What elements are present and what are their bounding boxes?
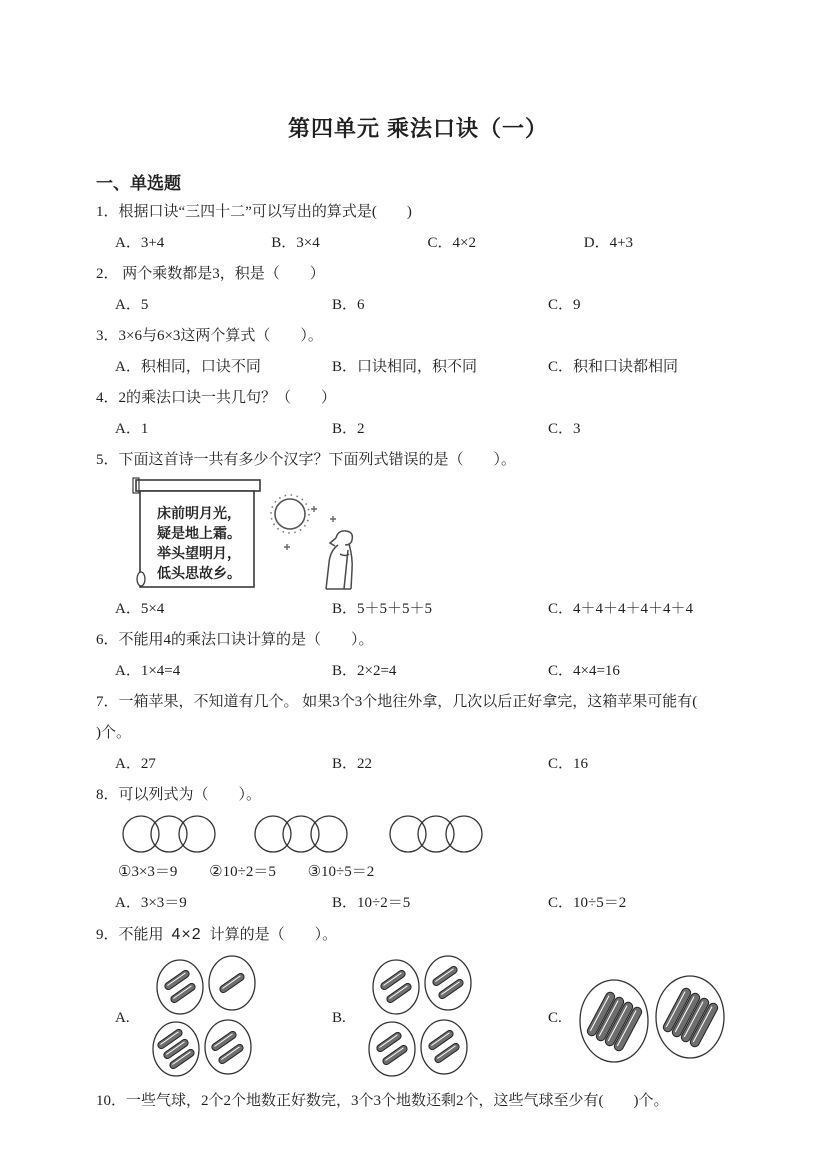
- question-8-options: [96, 888, 740, 919]
- option-a: A．3+4: [115, 235, 165, 251]
- option-b: B．3×4: [271, 235, 320, 251]
- worksheet-title: 第四单元 乘法口诀（一）: [287, 116, 549, 141]
- option-b: B．2×2=4: [332, 663, 397, 679]
- poem-line-2: 疑是地上霜。: [157, 527, 241, 542]
- option-c: C．16: [548, 756, 589, 772]
- poem-scroll-illustration: [120, 476, 370, 594]
- question-7-stem-line1: 7．一箱苹果，不知道有几个。 如果3个3个地往外拿，几次以后正好拿完，这箱苹果可能有(: [96, 694, 698, 710]
- option-c: C．4×2: [427, 235, 476, 251]
- question-7-options: [96, 749, 740, 780]
- figure-option-b: [332, 955, 548, 1083]
- option-c: C．积和口诀都相同: [548, 359, 679, 375]
- figure-option-c: [548, 969, 730, 1069]
- question-9-stem-suffix: 计算的是（ ）。: [209, 927, 338, 943]
- option-b: B．10÷2＝5: [332, 895, 411, 911]
- circle-group-1: [123, 816, 215, 852]
- question-8-equations: [96, 857, 740, 888]
- question-9-stem-prefix: 9．不能用: [96, 927, 164, 943]
- poem-illustration: [96, 476, 740, 594]
- question-9-stem: [96, 919, 740, 951]
- option-a: A．1×4=4: [115, 663, 181, 679]
- option-c: C．4×4=16: [548, 663, 620, 679]
- figure-label-b: B.: [332, 1010, 346, 1026]
- option-a: A．5×4: [115, 601, 165, 617]
- sticks: [586, 986, 719, 1052]
- section-heading: 一、单选题: [96, 174, 181, 193]
- option-c: C．3: [548, 421, 581, 437]
- question-1-stem: 1．根据口诀“三四十二”可以写出的算式是( ): [96, 204, 412, 220]
- option-b: B．6: [332, 297, 365, 313]
- question-5-stem: 5．下面这首诗一共有多少个汉字？下面列式错误的是（ ）。: [96, 452, 517, 468]
- question-4-options: [96, 414, 740, 445]
- option-c: C．4＋4＋4＋4＋4＋4: [548, 601, 694, 617]
- question-2-options: [96, 290, 740, 321]
- question-5-options: [96, 594, 740, 625]
- question-9-formula: 4×2: [171, 926, 202, 943]
- scroll-roller: [136, 480, 260, 491]
- poet-figure: [326, 531, 352, 589]
- option-c: C．10÷5＝2: [548, 895, 627, 911]
- question-10-stem: 10．一些气球，2个2个地数正好数完，3个3个地数还剩2个，这些气球至少有( )个。: [96, 1093, 669, 1109]
- figure-label-a: A.: [115, 1010, 130, 1026]
- option-a: A．27: [115, 756, 156, 772]
- sticks-figure-c: [568, 969, 730, 1069]
- option-b: B．2: [332, 421, 365, 437]
- equation-3: ③10÷5＝2: [307, 864, 375, 880]
- option-a: A．3×3＝9: [115, 895, 187, 911]
- option-a: A．5: [115, 297, 149, 313]
- question-3-stem: 3．3×6与6×3这两个算式（ ）。: [96, 328, 323, 344]
- option-c: C．9: [548, 297, 581, 313]
- question-8-stem: 8．可以列式为（ ）。: [96, 787, 262, 803]
- question-1-options: [96, 228, 740, 259]
- question-3-options: [96, 352, 740, 383]
- scroll-curl: [137, 572, 145, 586]
- equation-1: ①3×3＝9: [118, 864, 178, 880]
- circle-groups-diagram: [96, 811, 740, 857]
- option-a: A．积相同，口诀不同: [115, 359, 261, 375]
- circle-groups-figure: [96, 811, 740, 857]
- question-7-stem-line2: )个。: [96, 725, 131, 741]
- poem-line-3: 举头望明月，: [157, 547, 241, 562]
- figure-option-a: [115, 955, 332, 1083]
- option-a: A．1: [115, 421, 149, 437]
- circle-group-2: [255, 816, 347, 852]
- sticks: [375, 965, 464, 1066]
- poem-line-4: 低头思故乡。: [157, 567, 241, 582]
- option-b: B．口诀相同，积不同: [332, 359, 478, 375]
- question-6-stem: 6．不能用4的乘法口诀计算的是（ ）。: [96, 632, 374, 648]
- circle-group-3: [390, 816, 482, 852]
- option-b: B．5＋5＋5＋5: [332, 601, 433, 617]
- option-b: B．22: [332, 756, 373, 772]
- poem-line-1: 床前明月光，: [157, 507, 241, 522]
- moon-icon: [271, 495, 309, 533]
- figure-label-c: C.: [548, 1010, 562, 1026]
- option-d: D．4+3: [583, 235, 634, 251]
- star-marks: [284, 506, 336, 550]
- question-6-options: [96, 656, 740, 687]
- sticks: [156, 969, 245, 1070]
- sticks-figure-b: [352, 955, 476, 1083]
- question-9-figure-options: [96, 951, 740, 1086]
- sticks-figure-a: [136, 955, 260, 1083]
- equation-2: ②10÷2＝5: [209, 864, 276, 880]
- question-2-stem: 2． 两个乘数都是3，积是（ ）: [96, 266, 325, 282]
- question-4-stem: 4．2的乘法口诀一共几句？（ ）: [96, 390, 337, 406]
